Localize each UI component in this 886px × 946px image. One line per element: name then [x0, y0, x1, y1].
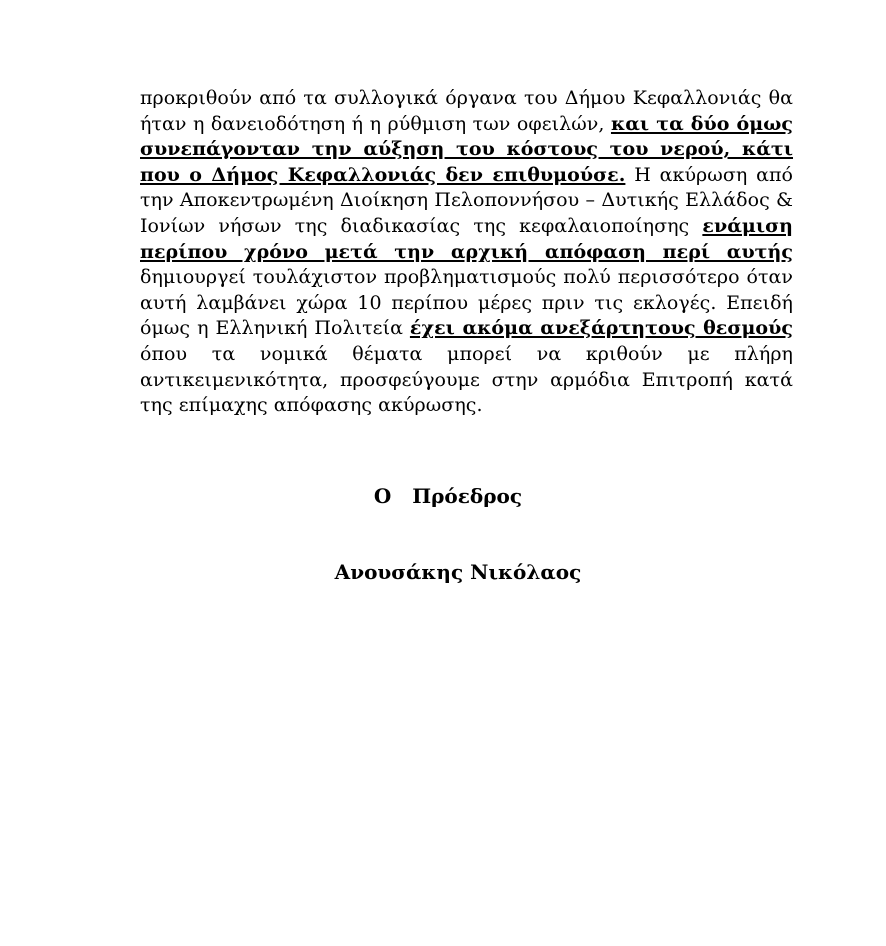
paragraph-text-3: δημιουργεί τουλάχιστον προβληματισμούς πολύ περισσότερο όταν αυτή λαμβάνει χώρα 10 περίπου μέρες πριν τις εκλογές. Επειδή όμως η Ελληνική Πολιτεία	[140, 266, 793, 340]
paragraph-text-1: προκριθούν από τα συλλογικά όργανα του Δήμου Κεφαλλονιάς θα ήταν η δανειοδότηση ή η ρύθμιση των οφειλών,	[140, 87, 793, 135]
emphasized-text-3: έχει ακόμα ανεξάρτητους θεσμούς	[409, 317, 794, 340]
body-paragraph	[140, 86, 793, 419]
emphasized-text-2: ενάμιση περίπου χρόνο μετά την αρχική απόφαση περί αυτής	[140, 214, 793, 263]
paragraph-text-2: Η ακύρωση από την Αποκεντρωμένη Διοίκηση Πελοποννήσου – Δυτικής Ελλάδος & Ιονίων νήσων της διαδικασίας της κεφαλαιοποίησης	[140, 163, 793, 237]
emphasized-text-1: και τα δύο όμως συνεπάγονταν την αύξηση του κόστους του νερού, κάτι που ο Δήμος Κεφαλλονιάς δεν επιθυμούσε.	[140, 112, 793, 186]
signature-title: Ο Πρόεδρος	[373, 484, 523, 508]
signature-name: Ανουσάκης Νικόλαος	[334, 560, 582, 584]
paragraph-text-4: όπου τα νομικά θέματα μπορεί να κριθούν με πλήρη αντικειμενικότητα, προσφεύγουμε στην αρμόδια Επιτροπή κατά της επίμαχης απόφασης ακύρωσης.	[140, 342, 793, 417]
